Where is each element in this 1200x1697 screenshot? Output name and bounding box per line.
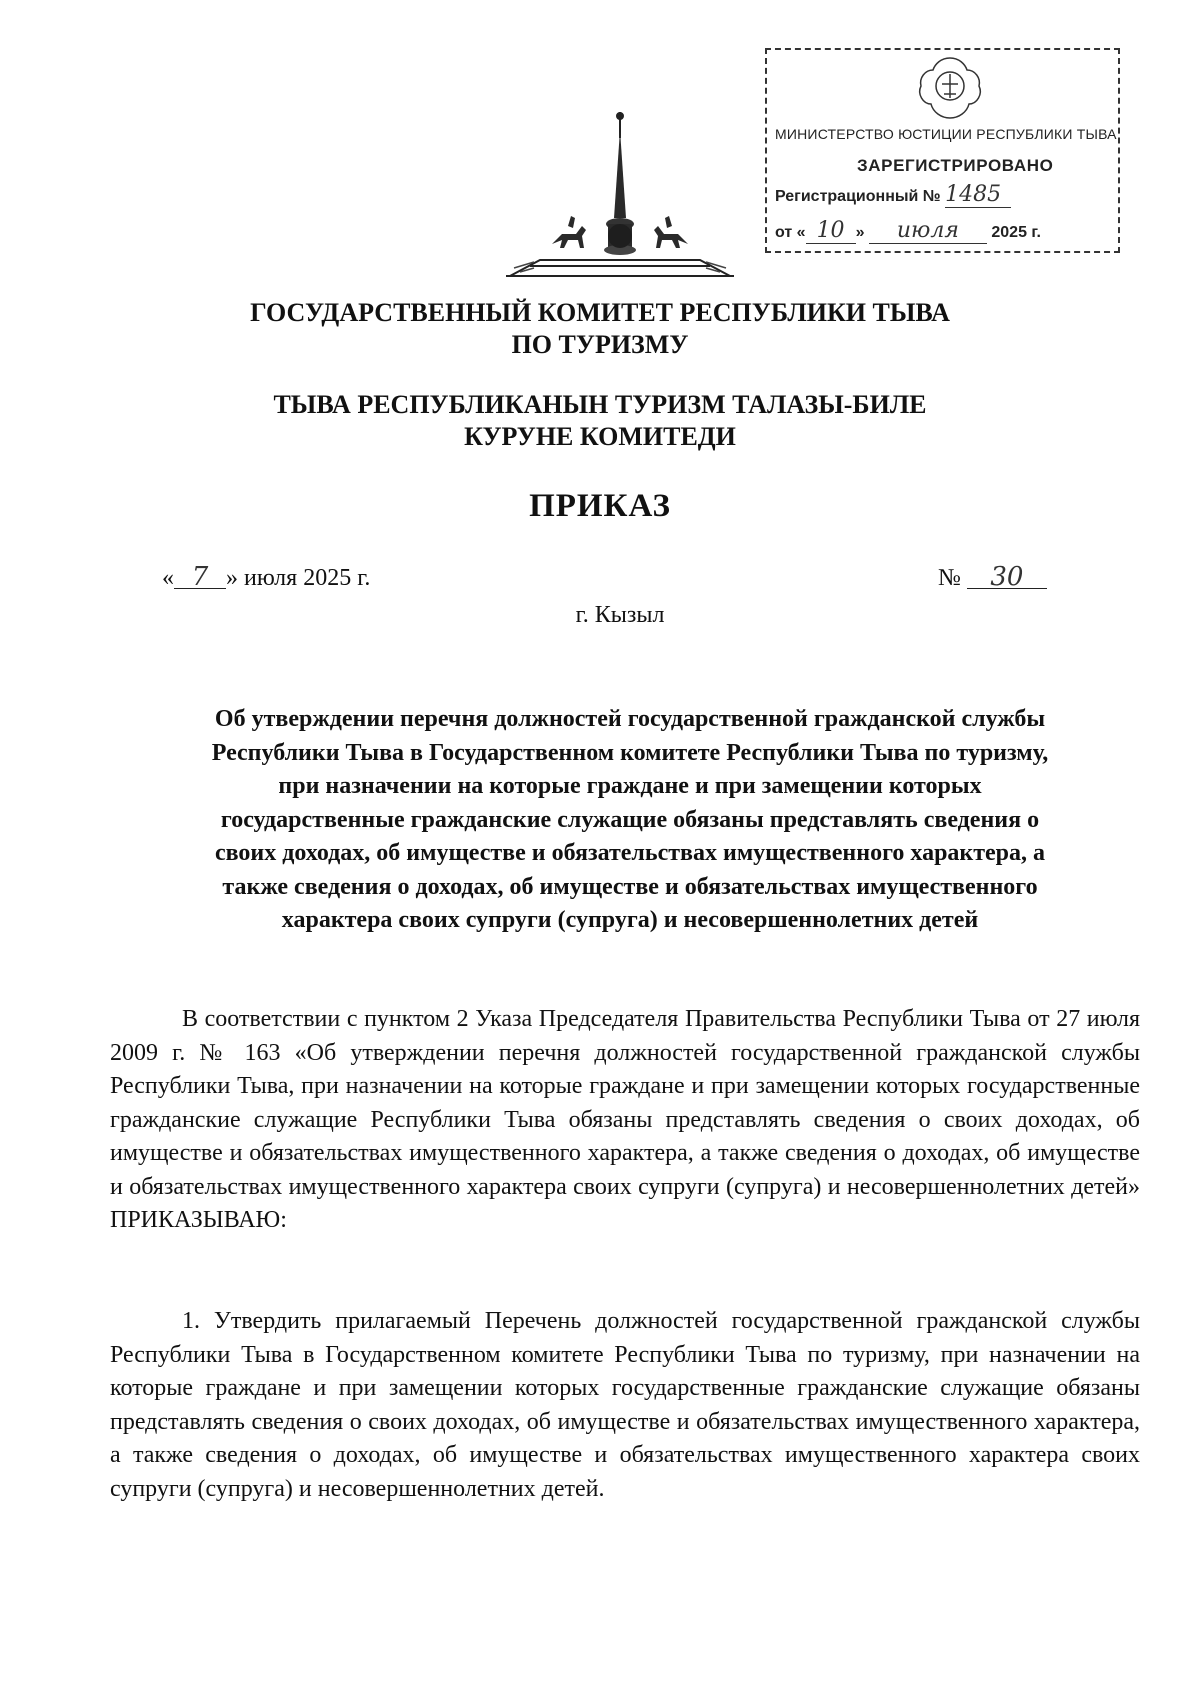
title-line: Республики Тыва в Государственном комитете Республики Тыва по туризму, [211,739,1049,766]
body-paragraph-preamble: В соответствии с пунктом 2 Указа Председателя Правительства Республики Тыва от 27 июля 2009 г. № 163 «Об утверждении перечня должностей государственной гражданской службы Республики Тыва, при назначении на которые граждане и при замещении которых государственные гражданские служащие Республики Тыва обязаны представлять сведения о своих доходах, об имуществе и обязательствах имущественного характера, а также сведения о доходах, об имуществе и обязательствах имущественного характера своих супруги (супруга) и несовершеннолетних детей» ПРИКАЗЫВАЮ: [110,1006,1140,1233]
org-name-tyv-line1: ТЫВА РЕСПУБЛИКАНЫН ТУРИЗМ ТАЛАЗЫ-БИЛЕ [273,390,927,419]
org-name-russian [0,297,1200,361]
order-date-rest: » июля 2025 г. [226,565,371,591]
registration-stamp [765,48,1120,253]
stamp-date-sep: » [855,224,865,241]
ministry-seal-icon [915,54,985,122]
org-name-tyv-line2: КУРУНЕ КОМИТЕДИ [464,422,736,451]
stamp-reg-number-row [775,182,1011,208]
order-number-value: 30 [967,566,1047,589]
order-number-label: № [938,565,961,591]
order-date-day: 7 [174,566,226,589]
order-title [110,703,1150,938]
stamp-date-year: 2025 г. [991,224,1041,241]
order-date [162,562,371,592]
stamp-date-row [775,218,1041,244]
title-line: Об утверждении перечня должностей государственной гражданской службы [214,706,1046,732]
stamp-registered-label: ЗАРЕГИСТРИРОВАНО [857,156,1054,175]
org-name-ru-line2: ПО ТУРИЗМУ [511,330,689,359]
order-date-open-quote: « [162,565,174,591]
document-type: ПРИКАЗ [529,488,671,524]
title-line: также сведения о доходах, об имуществе и обязательствах имущественного [222,873,1038,900]
stamp-reg-label: Регистрационный № [775,188,941,205]
title-line: при назначении на которые граждане и при замещении которых [278,773,982,799]
stamp-date-month: июля [869,218,987,244]
stamp-date-prefix: от « [775,224,806,241]
stamp-date-day: 10 [806,218,856,244]
tuva-emblem-icon [500,108,740,283]
title-line: своих доходах, об имуществе и обязательствах имущественного характера, а [214,840,1046,866]
order-number [938,562,1047,592]
title-line: характера своих супруги (супруга) и несовершеннолетних детей [281,907,979,933]
stamp-reg-number: 1485 [945,182,1011,208]
org-name-tuvan [0,389,1200,453]
order-city: г. Кызыл [575,602,665,628]
stamp-ministry-line: МИНИСТЕРСТВО ЮСТИЦИИ РЕСПУБЛИКИ ТЫВА [775,126,1117,142]
title-line: государственные гражданские служащие обязаны представлять сведения о [220,806,1040,833]
body-paragraph-item-1: 1. Утвердить прилагаемый Перечень должностей государственной гражданской службы Республики Тыва в Государственном комитете Республики Тыва по туризму, при назначении на которые граждане и при замещении которых государственные гражданские служащие обязаны представлять сведения о своих доходах, об имуществе и обязательствах имущественного характера, а также сведения о доходах, об имуществе и обязательствах имущественного характера своих супруги (супруга) и несовершеннолетних детей. [110,1308,1140,1502]
org-name-ru-line1: ГОСУДАРСТВЕННЫЙ КОМИТЕТ РЕСПУБЛИКИ ТЫВА [250,298,950,327]
